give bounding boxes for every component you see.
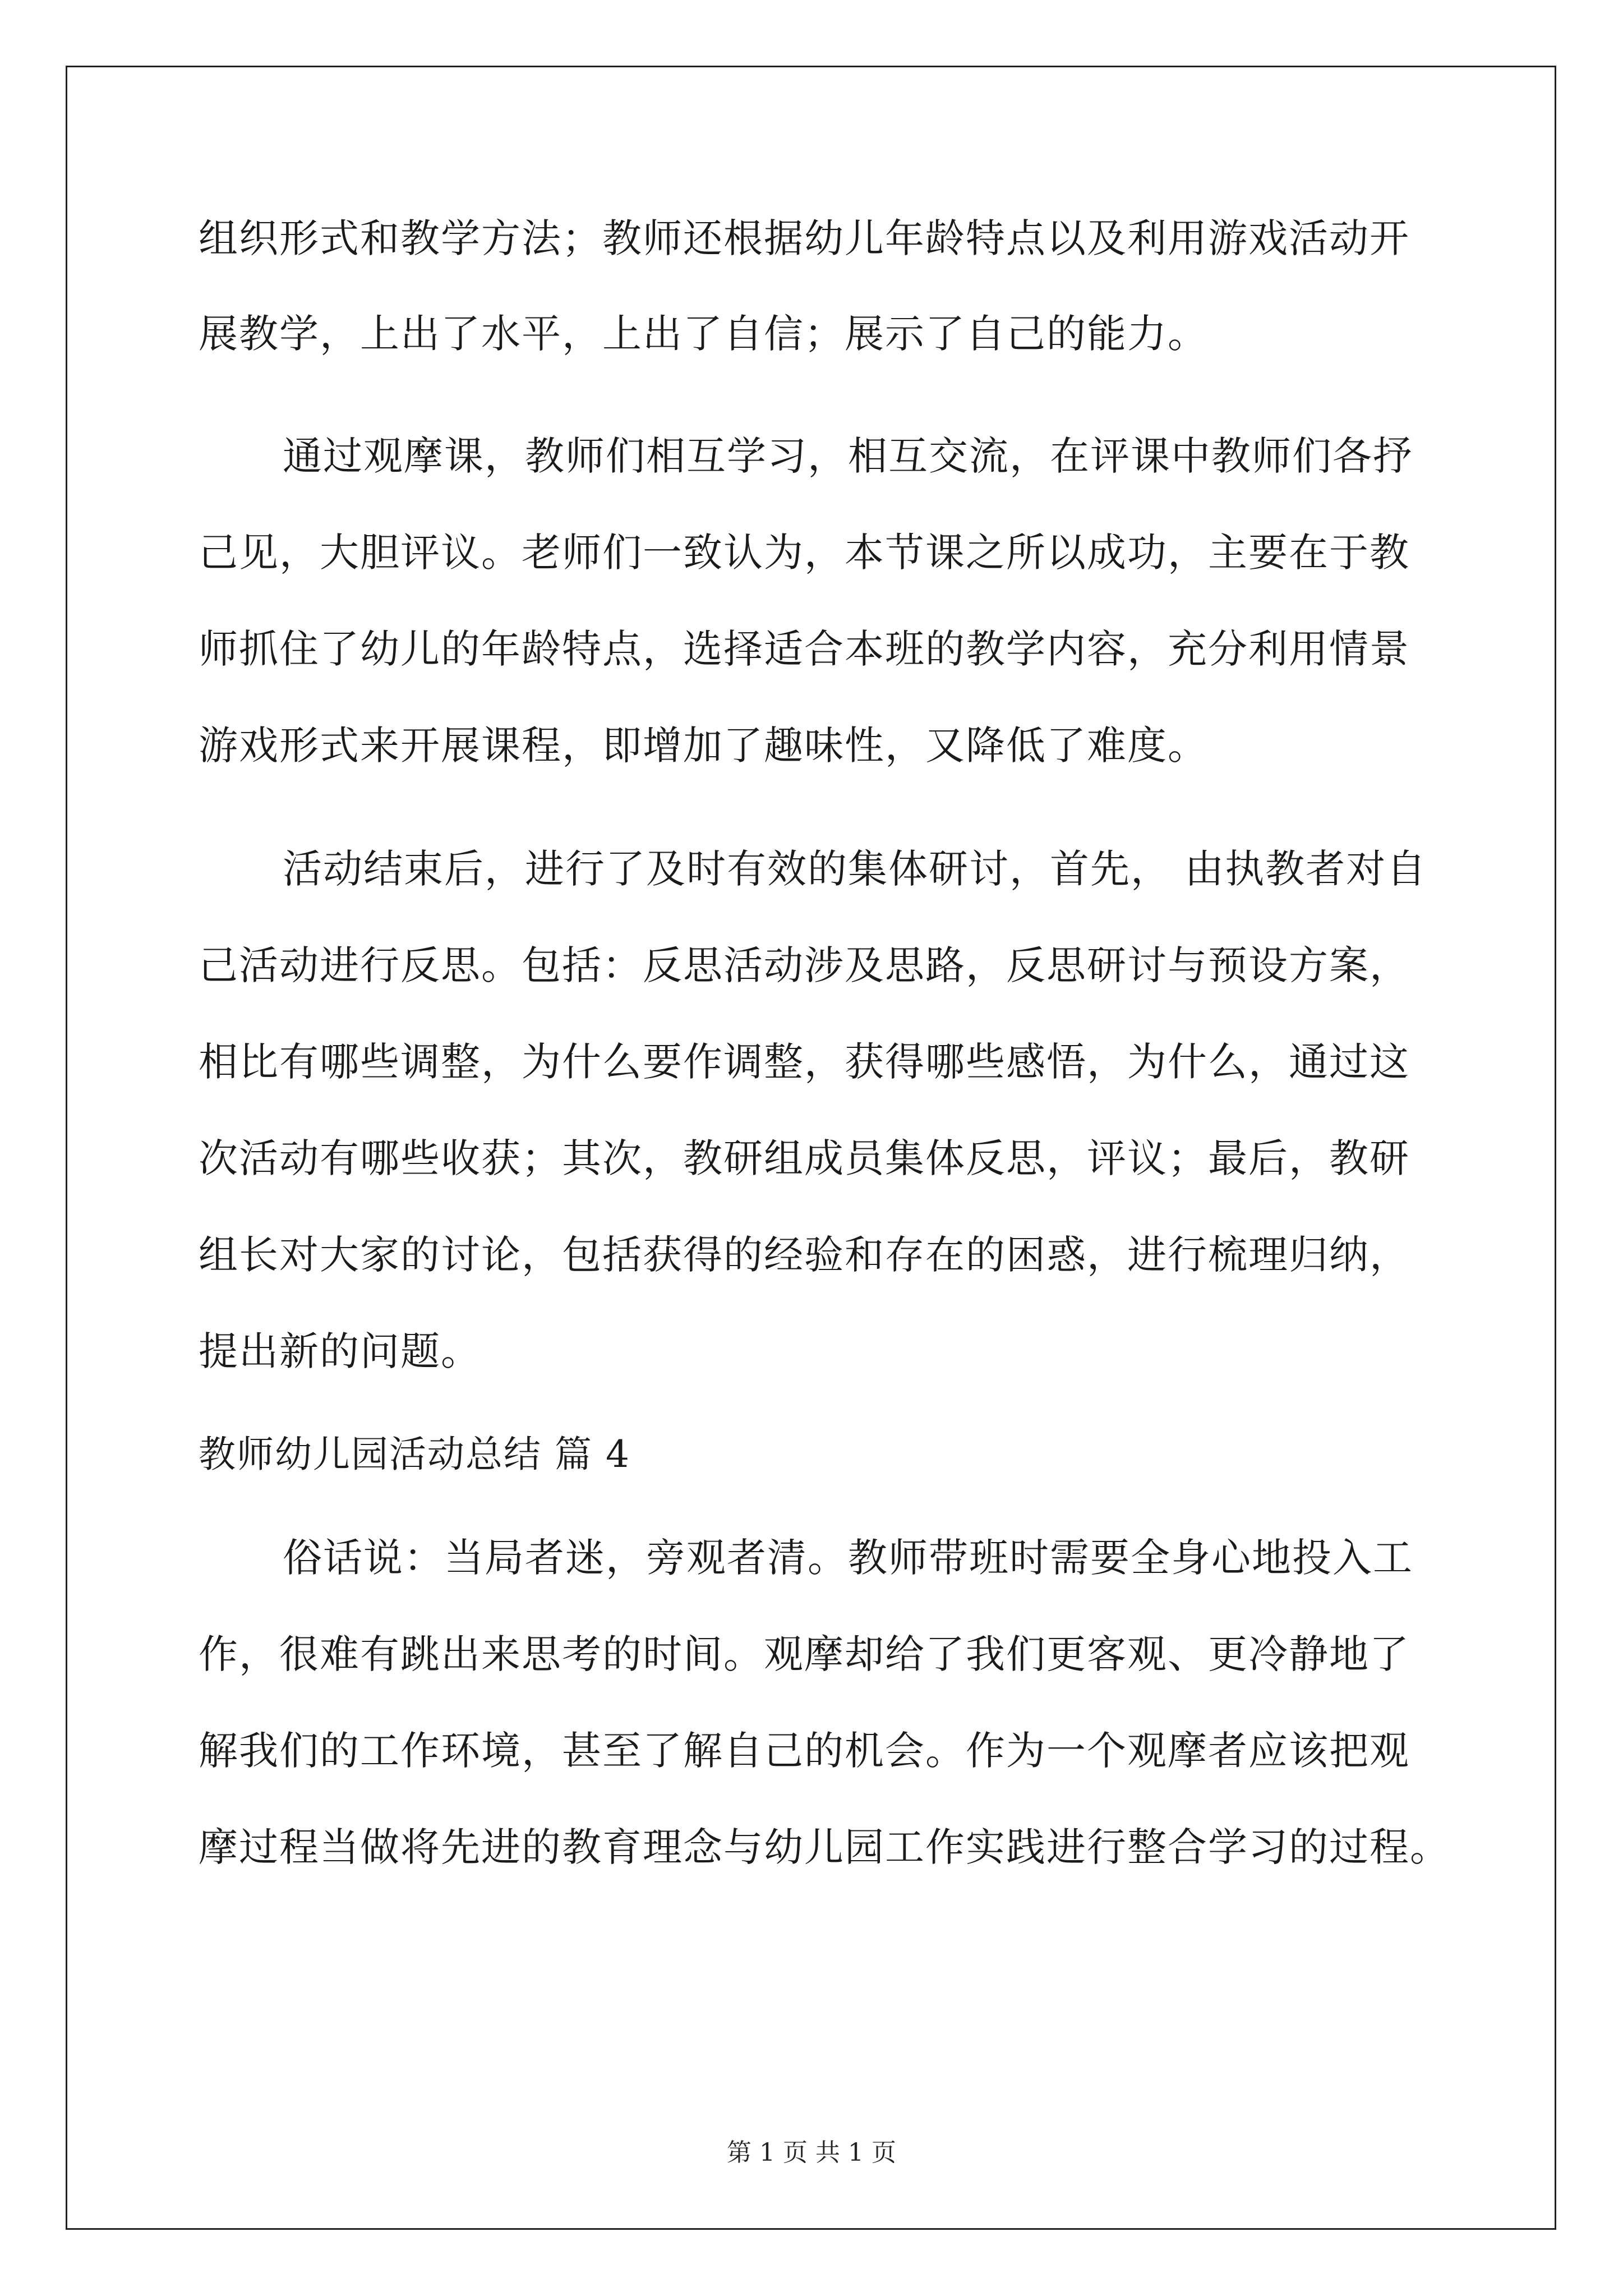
paragraph-line: 通过观摩课，教师们相互学习，相互交流，在评课中教师们各抒: [283, 433, 1413, 479]
paragraph-line: 作，很难有跳出来思考的时间。观摩却给了我们更客观、更冷静地了: [199, 1631, 1410, 1677]
paragraph-line: 组织形式和教学方法；教师还根据幼儿年龄特点以及利用游戏活动开: [199, 215, 1410, 261]
paragraph-line: 组长对大家的讨论，包括获得的经验和存在的困惑，进行梳理归纳，: [199, 1232, 1410, 1278]
paragraph-line: 己见，大胆评议。老师们一致认为，本节课之所以成功，主要在于教: [199, 530, 1410, 576]
paragraph-line: 游戏形式来开展课程，即增加了趣味性，又降低了难度。: [199, 723, 1208, 769]
paragraph-line: 提出新的问题。: [199, 1328, 481, 1374]
paragraph-line: 活动结束后，进行了及时有效的集体研讨，首先， 由执教者对自: [283, 846, 1427, 892]
paragraph-line: 解我们的工作环境，甚至了解自己的机会。作为一个观摩者应该把观: [199, 1728, 1410, 1774]
paragraph-line: 展教学，上出了水平，上出了自信；展示了自己的能力。: [199, 311, 1208, 357]
section-heading: 教师幼儿园活动总结 篇 4: [199, 1433, 630, 1476]
paragraph-line: 次活动有哪些收获；其次，教研组成员集体反思，评议；最后，教研: [199, 1135, 1410, 1181]
page-number-footer: 第 1 页 共 1 页: [727, 2138, 896, 2167]
paragraph-line: 己活动进行反思。包括：反思活动涉及思路，反思研讨与预设方案，: [199, 942, 1410, 988]
paragraph-line: 摩过程当做将先进的教育理念与幼儿园工作实践进行整合学习的过程。: [199, 1824, 1450, 1870]
paragraph-line: 师抓住了幼儿的年龄特点，选择适合本班的教学内容，充分利用情景: [199, 626, 1410, 672]
paragraph-line: 相比有哪些调整，为什么要作调整，获得哪些感悟，为什么，通过这: [199, 1039, 1410, 1085]
paragraph-line: 俗话说：当局者迷，旁观者清。教师带班时需要全身心地投入工: [283, 1535, 1413, 1581]
